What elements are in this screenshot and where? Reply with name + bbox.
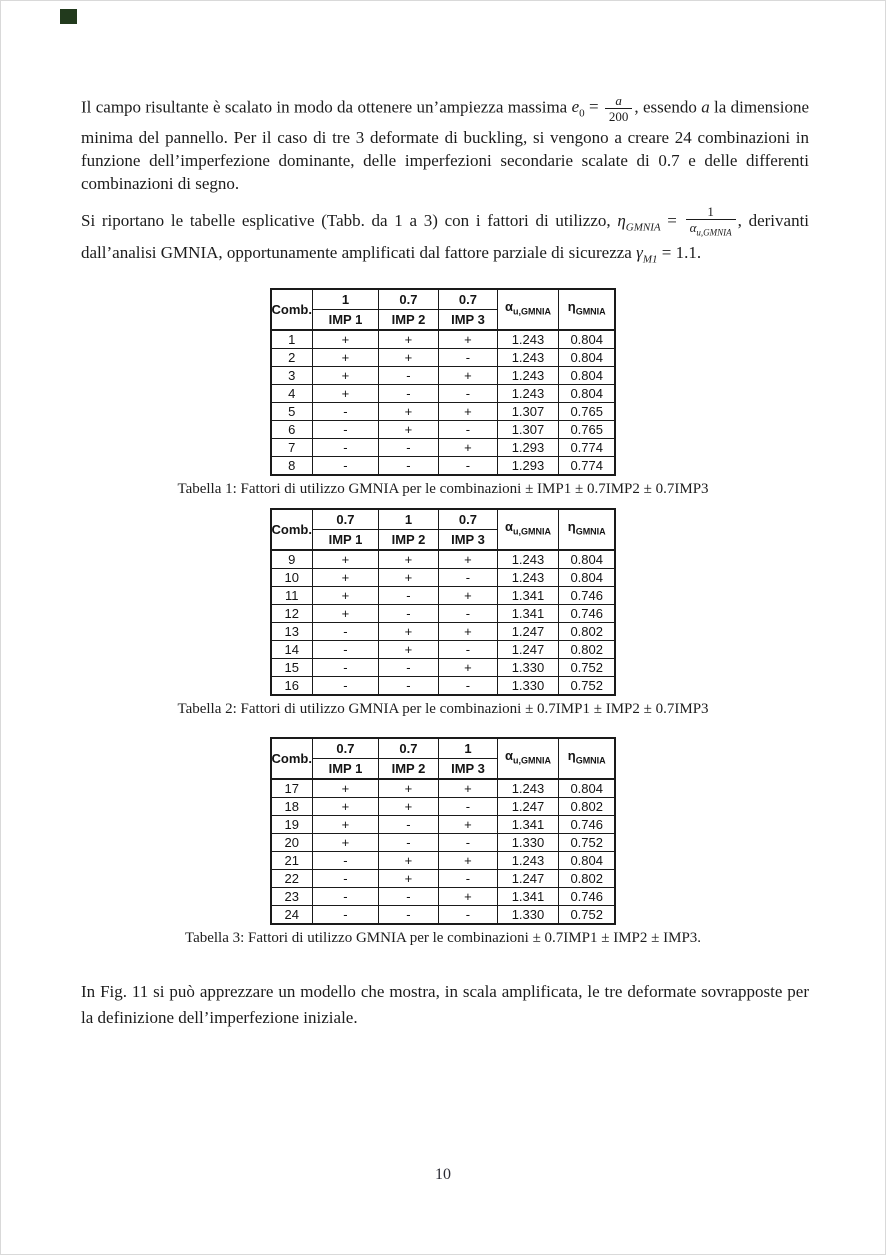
p3-text: In Fig. 11 si può apprezzare un modello che mostra, in scala amplificata, le tre deformate sovrapposte per la definizione dell’imperfezione iniziale. bbox=[81, 982, 809, 1027]
cell-alpha-value: 1.243 bbox=[497, 385, 558, 403]
cell-comb: 2 bbox=[271, 349, 313, 367]
p1-text-3: la dimensione minima del pannello. Per il caso di tre 3 deformate di buckling, si vengono a creare 24 combinazioni in funzione dell’imperfezione dominante, delle imperfezioni secondarie scalate di 0.7 e delle differenti combinazioni di segno. bbox=[81, 97, 810, 193]
table-row bbox=[271, 852, 616, 870]
cell-imp1-sign: - bbox=[312, 623, 378, 641]
cell-imp3-sign: + bbox=[438, 403, 497, 421]
table-row bbox=[271, 367, 616, 385]
cell-imp1-sign: + bbox=[312, 798, 378, 816]
cell-comb: 10 bbox=[271, 569, 313, 587]
paragraph-2 bbox=[81, 204, 809, 271]
cell-imp2-sign: - bbox=[378, 605, 438, 623]
header-alpha-var: α bbox=[504, 519, 513, 535]
header-eta-var: η bbox=[567, 748, 576, 764]
table-row bbox=[271, 349, 616, 367]
header-imp2: IMP 2 bbox=[378, 310, 438, 331]
cell-imp3-sign: - bbox=[438, 677, 497, 696]
cell-imp2-sign: - bbox=[378, 439, 438, 457]
cell-comb: 17 bbox=[271, 779, 313, 798]
cell-comb: 4 bbox=[271, 385, 313, 403]
header-imp1: IMP 1 bbox=[312, 530, 378, 551]
table-row bbox=[271, 569, 616, 587]
header-scale-imp3: 1 bbox=[438, 738, 497, 759]
p2-text-1: Si riportano le tabelle esplicative (Tabb. da 1 a 3) con i fattori di utilizzo, bbox=[81, 211, 618, 231]
header-scale-imp3: 0.7 bbox=[438, 509, 497, 530]
table-row bbox=[271, 587, 616, 605]
header-imp1: IMP 1 bbox=[312, 310, 378, 331]
header-alpha-var: α bbox=[504, 748, 513, 764]
cell-imp1-sign: + bbox=[312, 385, 378, 403]
cell-alpha-value: 1.307 bbox=[497, 421, 558, 439]
cell-imp2-sign: - bbox=[378, 816, 438, 834]
cell-imp2-sign: - bbox=[378, 677, 438, 696]
cell-imp2-sign: + bbox=[378, 421, 438, 439]
header-imp2: IMP 2 bbox=[378, 759, 438, 780]
cell-imp1-sign: - bbox=[312, 457, 378, 476]
cell-imp2-sign: - bbox=[378, 587, 438, 605]
cell-alpha-value: 1.243 bbox=[497, 569, 558, 587]
paragraph-3 bbox=[81, 979, 809, 1031]
cell-alpha-value: 1.307 bbox=[497, 403, 558, 421]
cell-comb: 3 bbox=[271, 367, 313, 385]
cell-eta-value: 0.774 bbox=[558, 439, 615, 457]
cell-imp1-sign: - bbox=[312, 439, 378, 457]
table-1-caption: Tabella 1: Fattori di utilizzo GMNIA per le combinazioni ± IMP1 ± 0.7IMP2 ± 0.7IMP3 bbox=[177, 481, 709, 497]
p1-var-a: a bbox=[701, 97, 710, 117]
cell-eta-value: 0.804 bbox=[558, 569, 615, 587]
header-scale-imp1: 1 bbox=[312, 289, 378, 310]
cell-eta-value: 0.804 bbox=[558, 349, 615, 367]
cell-imp3-sign: + bbox=[438, 779, 497, 798]
p1-text-1: Il campo risultante è scalato in modo da ottenere un’ampiezza massima bbox=[81, 97, 572, 117]
cell-imp3-sign: + bbox=[438, 852, 497, 870]
header-eta bbox=[558, 509, 615, 550]
cell-alpha-value: 1.330 bbox=[497, 906, 558, 925]
cell-imp3-sign: - bbox=[438, 569, 497, 587]
formula-eta-sub: GMNIA bbox=[625, 221, 661, 234]
header-scale-imp1: 0.7 bbox=[312, 509, 378, 530]
header-eta-sub: GMNIA bbox=[575, 306, 606, 317]
cell-imp1-sign: + bbox=[312, 367, 378, 385]
cell-imp3-sign: + bbox=[438, 439, 497, 457]
cell-comb: 23 bbox=[271, 888, 313, 906]
header-comb: Comb. bbox=[271, 738, 313, 779]
cell-eta-value: 0.804 bbox=[558, 330, 615, 349]
cell-alpha-value: 1.247 bbox=[497, 623, 558, 641]
cell-alpha-value: 1.341 bbox=[497, 816, 558, 834]
cell-eta-value: 0.802 bbox=[558, 641, 615, 659]
cell-eta-value: 0.765 bbox=[558, 421, 615, 439]
header-alpha bbox=[497, 289, 558, 330]
cell-eta-value: 0.804 bbox=[558, 385, 615, 403]
cell-alpha-value: 1.330 bbox=[497, 677, 558, 696]
table-2-header-row-1 bbox=[271, 509, 616, 530]
cell-eta-value: 0.746 bbox=[558, 587, 615, 605]
formula-e0-sub: 0 bbox=[579, 107, 585, 120]
cell-imp1-sign: - bbox=[312, 888, 378, 906]
cell-imp2-sign: + bbox=[378, 870, 438, 888]
cell-imp1-sign: + bbox=[312, 330, 378, 349]
header-eta-sub: GMNIA bbox=[575, 755, 606, 766]
p1-text-2: , essendo bbox=[634, 97, 702, 117]
cell-eta-value: 0.746 bbox=[558, 605, 615, 623]
header-scale-imp2: 1 bbox=[378, 509, 438, 530]
header-eta bbox=[558, 289, 615, 330]
cell-imp3-sign: + bbox=[438, 816, 497, 834]
cell-imp1-sign: - bbox=[312, 870, 378, 888]
cell-alpha-value: 1.341 bbox=[497, 587, 558, 605]
cell-imp3-sign: - bbox=[438, 834, 497, 852]
cell-alpha-value: 1.293 bbox=[497, 457, 558, 476]
table-row bbox=[271, 677, 616, 696]
table-1-header-row-1 bbox=[271, 289, 616, 310]
cell-imp1-sign: - bbox=[312, 677, 378, 696]
header-imp3: IMP 3 bbox=[438, 530, 497, 551]
cell-eta-value: 0.752 bbox=[558, 834, 615, 852]
cell-alpha-value: 1.247 bbox=[497, 870, 558, 888]
table-row bbox=[271, 421, 616, 439]
cell-eta-value: 0.752 bbox=[558, 659, 615, 677]
gmnia-table-2 bbox=[270, 508, 617, 696]
cell-imp2-sign: + bbox=[378, 550, 438, 569]
cell-eta-value: 0.752 bbox=[558, 906, 615, 925]
table-row bbox=[271, 779, 616, 798]
cell-imp2-sign: + bbox=[378, 623, 438, 641]
table-row bbox=[271, 439, 616, 457]
cell-imp1-sign: + bbox=[312, 816, 378, 834]
cell-imp2-sign: + bbox=[378, 641, 438, 659]
table-row bbox=[271, 330, 616, 349]
table-2-caption: Tabella 2: Fattori di utilizzo GMNIA per le combinazioni ± 0.7IMP1 ± IMP2 ± 0.7IMP3 bbox=[177, 701, 709, 717]
formula-eta-fraction bbox=[684, 204, 738, 241]
cell-alpha-value: 1.293 bbox=[497, 439, 558, 457]
formula-e0-numerator: a bbox=[605, 93, 633, 109]
cell-alpha-value: 1.247 bbox=[497, 798, 558, 816]
header-scale-imp3: 0.7 bbox=[438, 289, 497, 310]
cell-imp2-sign: - bbox=[378, 906, 438, 925]
table-row bbox=[271, 816, 616, 834]
header-alpha bbox=[497, 738, 558, 779]
table-row bbox=[271, 605, 616, 623]
cell-alpha-value: 1.330 bbox=[497, 659, 558, 677]
cell-imp1-sign: + bbox=[312, 779, 378, 798]
header-alpha-var: α bbox=[504, 299, 513, 315]
table-1-block bbox=[1, 288, 885, 498]
header-comb: Comb. bbox=[271, 289, 313, 330]
cell-eta-value: 0.804 bbox=[558, 852, 615, 870]
cell-imp1-sign: - bbox=[312, 421, 378, 439]
cell-comb: 20 bbox=[271, 834, 313, 852]
cell-imp2-sign: + bbox=[378, 852, 438, 870]
cell-eta-value: 0.746 bbox=[558, 888, 615, 906]
cell-alpha-value: 1.243 bbox=[497, 367, 558, 385]
cell-imp3-sign: + bbox=[438, 367, 497, 385]
header-eta-var: η bbox=[567, 519, 576, 535]
cell-imp1-sign: + bbox=[312, 587, 378, 605]
cell-imp3-sign: - bbox=[438, 349, 497, 367]
cell-imp3-sign: - bbox=[438, 421, 497, 439]
cell-imp1-sign: + bbox=[312, 569, 378, 587]
header-scale-imp2: 0.7 bbox=[378, 738, 438, 759]
cell-eta-value: 0.804 bbox=[558, 367, 615, 385]
cell-comb: 8 bbox=[271, 457, 313, 476]
cell-comb: 16 bbox=[271, 677, 313, 696]
table-row bbox=[271, 641, 616, 659]
cell-imp2-sign: - bbox=[378, 888, 438, 906]
table-3-header-row-1 bbox=[271, 738, 616, 759]
cell-imp1-sign: - bbox=[312, 659, 378, 677]
cell-imp1-sign: + bbox=[312, 349, 378, 367]
gmnia-table-1 bbox=[270, 288, 617, 476]
cell-eta-value: 0.802 bbox=[558, 870, 615, 888]
header-alpha-sub: u,GMNIA bbox=[512, 755, 551, 766]
formula-e0-equals: = bbox=[588, 97, 599, 117]
table-row bbox=[271, 385, 616, 403]
cell-imp3-sign: + bbox=[438, 623, 497, 641]
cell-alpha-value: 1.243 bbox=[497, 349, 558, 367]
cell-imp2-sign: - bbox=[378, 367, 438, 385]
cell-imp1-sign: + bbox=[312, 834, 378, 852]
table-row bbox=[271, 906, 616, 925]
cell-eta-value: 0.804 bbox=[558, 779, 615, 798]
header-scale-imp2: 0.7 bbox=[378, 289, 438, 310]
cell-comb: 12 bbox=[271, 605, 313, 623]
cell-comb: 15 bbox=[271, 659, 313, 677]
cell-alpha-value: 1.330 bbox=[497, 834, 558, 852]
cell-eta-value: 0.802 bbox=[558, 798, 615, 816]
cell-imp2-sign: + bbox=[378, 330, 438, 349]
cell-imp3-sign: - bbox=[438, 605, 497, 623]
cell-imp3-sign: + bbox=[438, 587, 497, 605]
cell-imp2-sign: - bbox=[378, 834, 438, 852]
cell-comb: 13 bbox=[271, 623, 313, 641]
header-imp3: IMP 3 bbox=[438, 759, 497, 780]
cell-imp3-sign: + bbox=[438, 330, 497, 349]
table-row bbox=[271, 403, 616, 421]
table-3-block bbox=[1, 737, 885, 947]
formula-e0-denominator: 200 bbox=[608, 109, 629, 124]
header-eta-sub: GMNIA bbox=[575, 526, 606, 537]
cell-alpha-value: 1.243 bbox=[497, 779, 558, 798]
cell-imp3-sign: - bbox=[438, 641, 497, 659]
cell-imp3-sign: - bbox=[438, 906, 497, 925]
cell-imp1-sign: + bbox=[312, 605, 378, 623]
header-eta-var: η bbox=[567, 299, 576, 315]
p2-text-end: . bbox=[696, 242, 702, 262]
cell-comb: 5 bbox=[271, 403, 313, 421]
formula-eta-var: η bbox=[617, 211, 626, 231]
cell-comb: 14 bbox=[271, 641, 313, 659]
cell-imp1-sign: - bbox=[312, 403, 378, 421]
formula-eta-den-var: α bbox=[689, 220, 697, 235]
cell-imp2-sign: - bbox=[378, 457, 438, 476]
cell-imp3-sign: + bbox=[438, 550, 497, 569]
formula-eta-den-sub: u,GMNIA bbox=[696, 227, 732, 238]
formula-eta-denominator bbox=[686, 220, 736, 241]
header-imp2: IMP 2 bbox=[378, 530, 438, 551]
table-2-block bbox=[1, 508, 885, 718]
cell-eta-value: 0.804 bbox=[558, 550, 615, 569]
corner-square-mark bbox=[60, 9, 77, 24]
cell-imp3-sign: - bbox=[438, 870, 497, 888]
cell-comb: 1 bbox=[271, 330, 313, 349]
header-imp3: IMP 3 bbox=[438, 310, 497, 331]
table-row bbox=[271, 798, 616, 816]
table-row bbox=[271, 870, 616, 888]
cell-comb: 9 bbox=[271, 550, 313, 569]
header-imp1: IMP 1 bbox=[312, 759, 378, 780]
cell-imp2-sign: - bbox=[378, 659, 438, 677]
table-row bbox=[271, 888, 616, 906]
formula-gamma-var: γ bbox=[636, 242, 643, 262]
formula-gamma bbox=[636, 242, 697, 265]
cell-alpha-value: 1.243 bbox=[497, 852, 558, 870]
page-number: 10 bbox=[435, 1166, 451, 1183]
header-comb: Comb. bbox=[271, 509, 313, 550]
cell-comb: 22 bbox=[271, 870, 313, 888]
cell-comb: 7 bbox=[271, 439, 313, 457]
table-row bbox=[271, 659, 616, 677]
formula-e0 bbox=[571, 93, 635, 124]
cell-alpha-value: 1.243 bbox=[497, 550, 558, 569]
cell-imp1-sign: - bbox=[312, 852, 378, 870]
header-eta bbox=[558, 738, 615, 779]
table-row bbox=[271, 550, 616, 569]
cell-imp3-sign: + bbox=[438, 659, 497, 677]
cell-imp2-sign: + bbox=[378, 779, 438, 798]
cell-imp3-sign: - bbox=[438, 385, 497, 403]
cell-eta-value: 0.746 bbox=[558, 816, 615, 834]
cell-imp3-sign: - bbox=[438, 457, 497, 476]
cell-imp2-sign: + bbox=[378, 403, 438, 421]
header-alpha-sub: u,GMNIA bbox=[512, 526, 551, 537]
formula-eta-numerator: 1 bbox=[686, 204, 736, 220]
cell-comb: 21 bbox=[271, 852, 313, 870]
cell-comb: 11 bbox=[271, 587, 313, 605]
header-alpha bbox=[497, 509, 558, 550]
paragraph-1 bbox=[81, 93, 809, 195]
table-row bbox=[271, 623, 616, 641]
gmnia-table-3 bbox=[270, 737, 617, 925]
cell-imp1-sign: - bbox=[312, 641, 378, 659]
formula-gamma-value: = 1.1 bbox=[657, 242, 697, 262]
cell-eta-value: 0.774 bbox=[558, 457, 615, 476]
cell-imp1-sign: + bbox=[312, 550, 378, 569]
cell-imp3-sign: - bbox=[438, 798, 497, 816]
cell-imp2-sign: + bbox=[378, 798, 438, 816]
cell-alpha-value: 1.243 bbox=[497, 330, 558, 349]
formula-gamma-sub: M1 bbox=[642, 252, 658, 265]
cell-imp1-sign: - bbox=[312, 906, 378, 925]
cell-imp2-sign: + bbox=[378, 349, 438, 367]
cell-imp2-sign: - bbox=[378, 385, 438, 403]
header-scale-imp1: 0.7 bbox=[312, 738, 378, 759]
table-3-caption: Tabella 3: Fattori di utilizzo GMNIA per le combinazioni ± 0.7IMP1 ± IMP2 ± IMP3. bbox=[184, 930, 702, 946]
cell-eta-value: 0.802 bbox=[558, 623, 615, 641]
formula-eta bbox=[617, 204, 737, 238]
cell-comb: 18 bbox=[271, 798, 313, 816]
cell-alpha-value: 1.341 bbox=[497, 888, 558, 906]
cell-comb: 6 bbox=[271, 421, 313, 439]
header-alpha-sub: u,GMNIA bbox=[512, 306, 551, 317]
p2-text-2: , derivanti dall’analisi GMNIA, opportunamente amplificati dal fattore parziale di sicurezza bbox=[81, 211, 810, 262]
cell-imp3-sign: + bbox=[438, 888, 497, 906]
formula-e0-fraction bbox=[603, 93, 635, 124]
cell-alpha-value: 1.247 bbox=[497, 641, 558, 659]
cell-imp2-sign: + bbox=[378, 569, 438, 587]
cell-alpha-value: 1.341 bbox=[497, 605, 558, 623]
table-row bbox=[271, 457, 616, 476]
cell-comb: 19 bbox=[271, 816, 313, 834]
cell-eta-value: 0.752 bbox=[558, 677, 615, 696]
table-row bbox=[271, 834, 616, 852]
formula-eta-equals: = bbox=[667, 211, 677, 231]
cell-eta-value: 0.765 bbox=[558, 403, 615, 421]
formula-e0-var: e bbox=[571, 97, 580, 117]
cell-comb: 24 bbox=[271, 906, 313, 925]
